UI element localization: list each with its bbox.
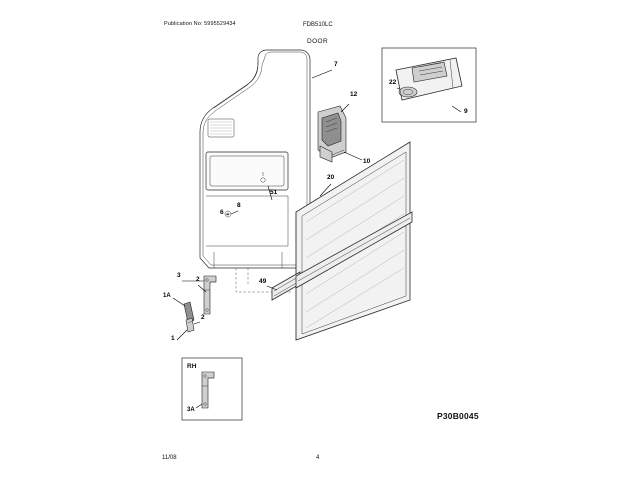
callout-49: 49 — [259, 278, 267, 285]
callout-2-bottom: 2 — [201, 314, 205, 321]
callout-3a: 3A — [187, 407, 195, 413]
callout-1: 1 — [171, 335, 175, 342]
callout-7: 7 — [334, 61, 338, 68]
door-latch-module — [318, 106, 346, 162]
footer-date: 11/08 — [162, 455, 177, 461]
inner-door-panel — [200, 50, 310, 292]
footer-page-number: 4 — [316, 455, 320, 461]
publication-number: Publication No: 5995529434 — [164, 21, 236, 27]
inset-rh-label: RH — [187, 363, 197, 370]
callout-1a: 1A — [163, 293, 171, 299]
callout-9: 9 — [464, 108, 468, 115]
callout-3: 3 — [177, 272, 181, 279]
model-number: FDB510LC — [303, 22, 333, 28]
drawing-code: P30B0045 — [437, 411, 479, 421]
callout-6: 6 — [220, 209, 224, 216]
callout-2-top: 2 — [196, 276, 200, 283]
callout-51: 51 — [270, 189, 278, 196]
hinge-bracket-assembly — [184, 276, 216, 332]
callout-10: 10 — [363, 158, 371, 165]
outer-door-panel — [296, 142, 410, 340]
callout-22: 22 — [389, 79, 397, 86]
section-title: DOOR — [307, 38, 329, 45]
callout-12: 12 — [350, 91, 358, 98]
callout-8: 8 — [237, 202, 241, 209]
callout-20: 20 — [327, 174, 335, 181]
